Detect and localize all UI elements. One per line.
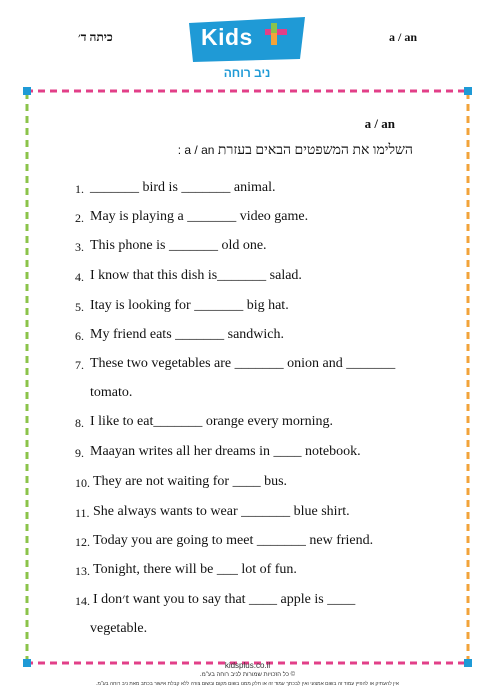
- item-sentence-continuation: vegetable.: [90, 621, 148, 636]
- item-sentence: I don׳t want you to say that ____ apple is ____: [93, 592, 356, 607]
- item-number: 12.: [75, 535, 90, 549]
- item-sentence: Tonight, there will be ___ lot of fun.: [93, 562, 297, 577]
- instruction-text: השלימו את המשפטים הבאים בעזרת: [217, 143, 413, 158]
- item-sentence: This phone is _______ old one.: [90, 238, 267, 253]
- item-sentence: May is playing a _______ video game.: [90, 209, 309, 224]
- logo-text: Kids: [201, 24, 253, 50]
- item-sentence: I know that this dish is_______ salad.: [90, 268, 302, 283]
- item-sentence: She always wants to wear _______ blue shirt.: [93, 504, 350, 519]
- item-sentence-continuation: tomato.: [90, 385, 133, 400]
- item-number: 13.: [75, 564, 90, 578]
- item-number: 4.: [75, 270, 84, 284]
- item-number: 9.: [75, 446, 84, 460]
- logo-subtitle: ניב רוחה: [223, 66, 271, 80]
- item-number: 5.: [75, 300, 84, 314]
- item-number: 3.: [75, 240, 84, 254]
- item-sentence: _______ bird is _______ animal.: [90, 180, 276, 195]
- item-number: 8.: [75, 416, 84, 430]
- item-sentence: Today you are going to meet _______ new friend.: [93, 533, 374, 548]
- worksheet-instruction: [178, 143, 413, 159]
- item-sentence: My friend eats _______ sandwich.: [90, 327, 285, 342]
- item-sentence: These two vegetables are _______ onion and _______: [90, 356, 396, 371]
- item-sentence: Maayan writes all her dreams in ____ notebook.: [90, 444, 361, 459]
- footer-rights: © כל הזכויות שמורות לניב רוחה בע"מ.: [199, 672, 296, 678]
- item-number: 14.: [75, 594, 90, 608]
- header-topic: a / an: [388, 30, 417, 44]
- item-sentence: Itay is looking for _______ big hat.: [90, 298, 289, 313]
- instruction-tag: a / an :: [177, 143, 215, 157]
- footer-site: kidsplus.co.il: [224, 661, 271, 670]
- item-number: 7.: [75, 358, 84, 372]
- footer-legal: אין להעתיק או להפיץ עמוד זה בשום אמצעי ואין לבכתך עמוד זה או חלק ממנו בשום מקום ובשום צורה ללא קבלת אישור בכתב מאת ניב רוחה בע"מ.: [96, 681, 399, 687]
- grade-label: כיתה ד׳: [78, 30, 113, 44]
- kids-plus-logo: [187, 15, 307, 80]
- item-number: 11.: [75, 506, 90, 520]
- item-number: 10.: [75, 476, 90, 490]
- item-number: 2.: [75, 211, 84, 225]
- item-number: 6.: [75, 329, 84, 343]
- item-sentence: I like to eat_______ orange every morning.: [90, 414, 333, 429]
- item-sentence: They are not waiting for ____ bus.: [93, 474, 288, 489]
- worksheet-title: a / an: [364, 116, 395, 131]
- item-number: 1.: [75, 182, 84, 196]
